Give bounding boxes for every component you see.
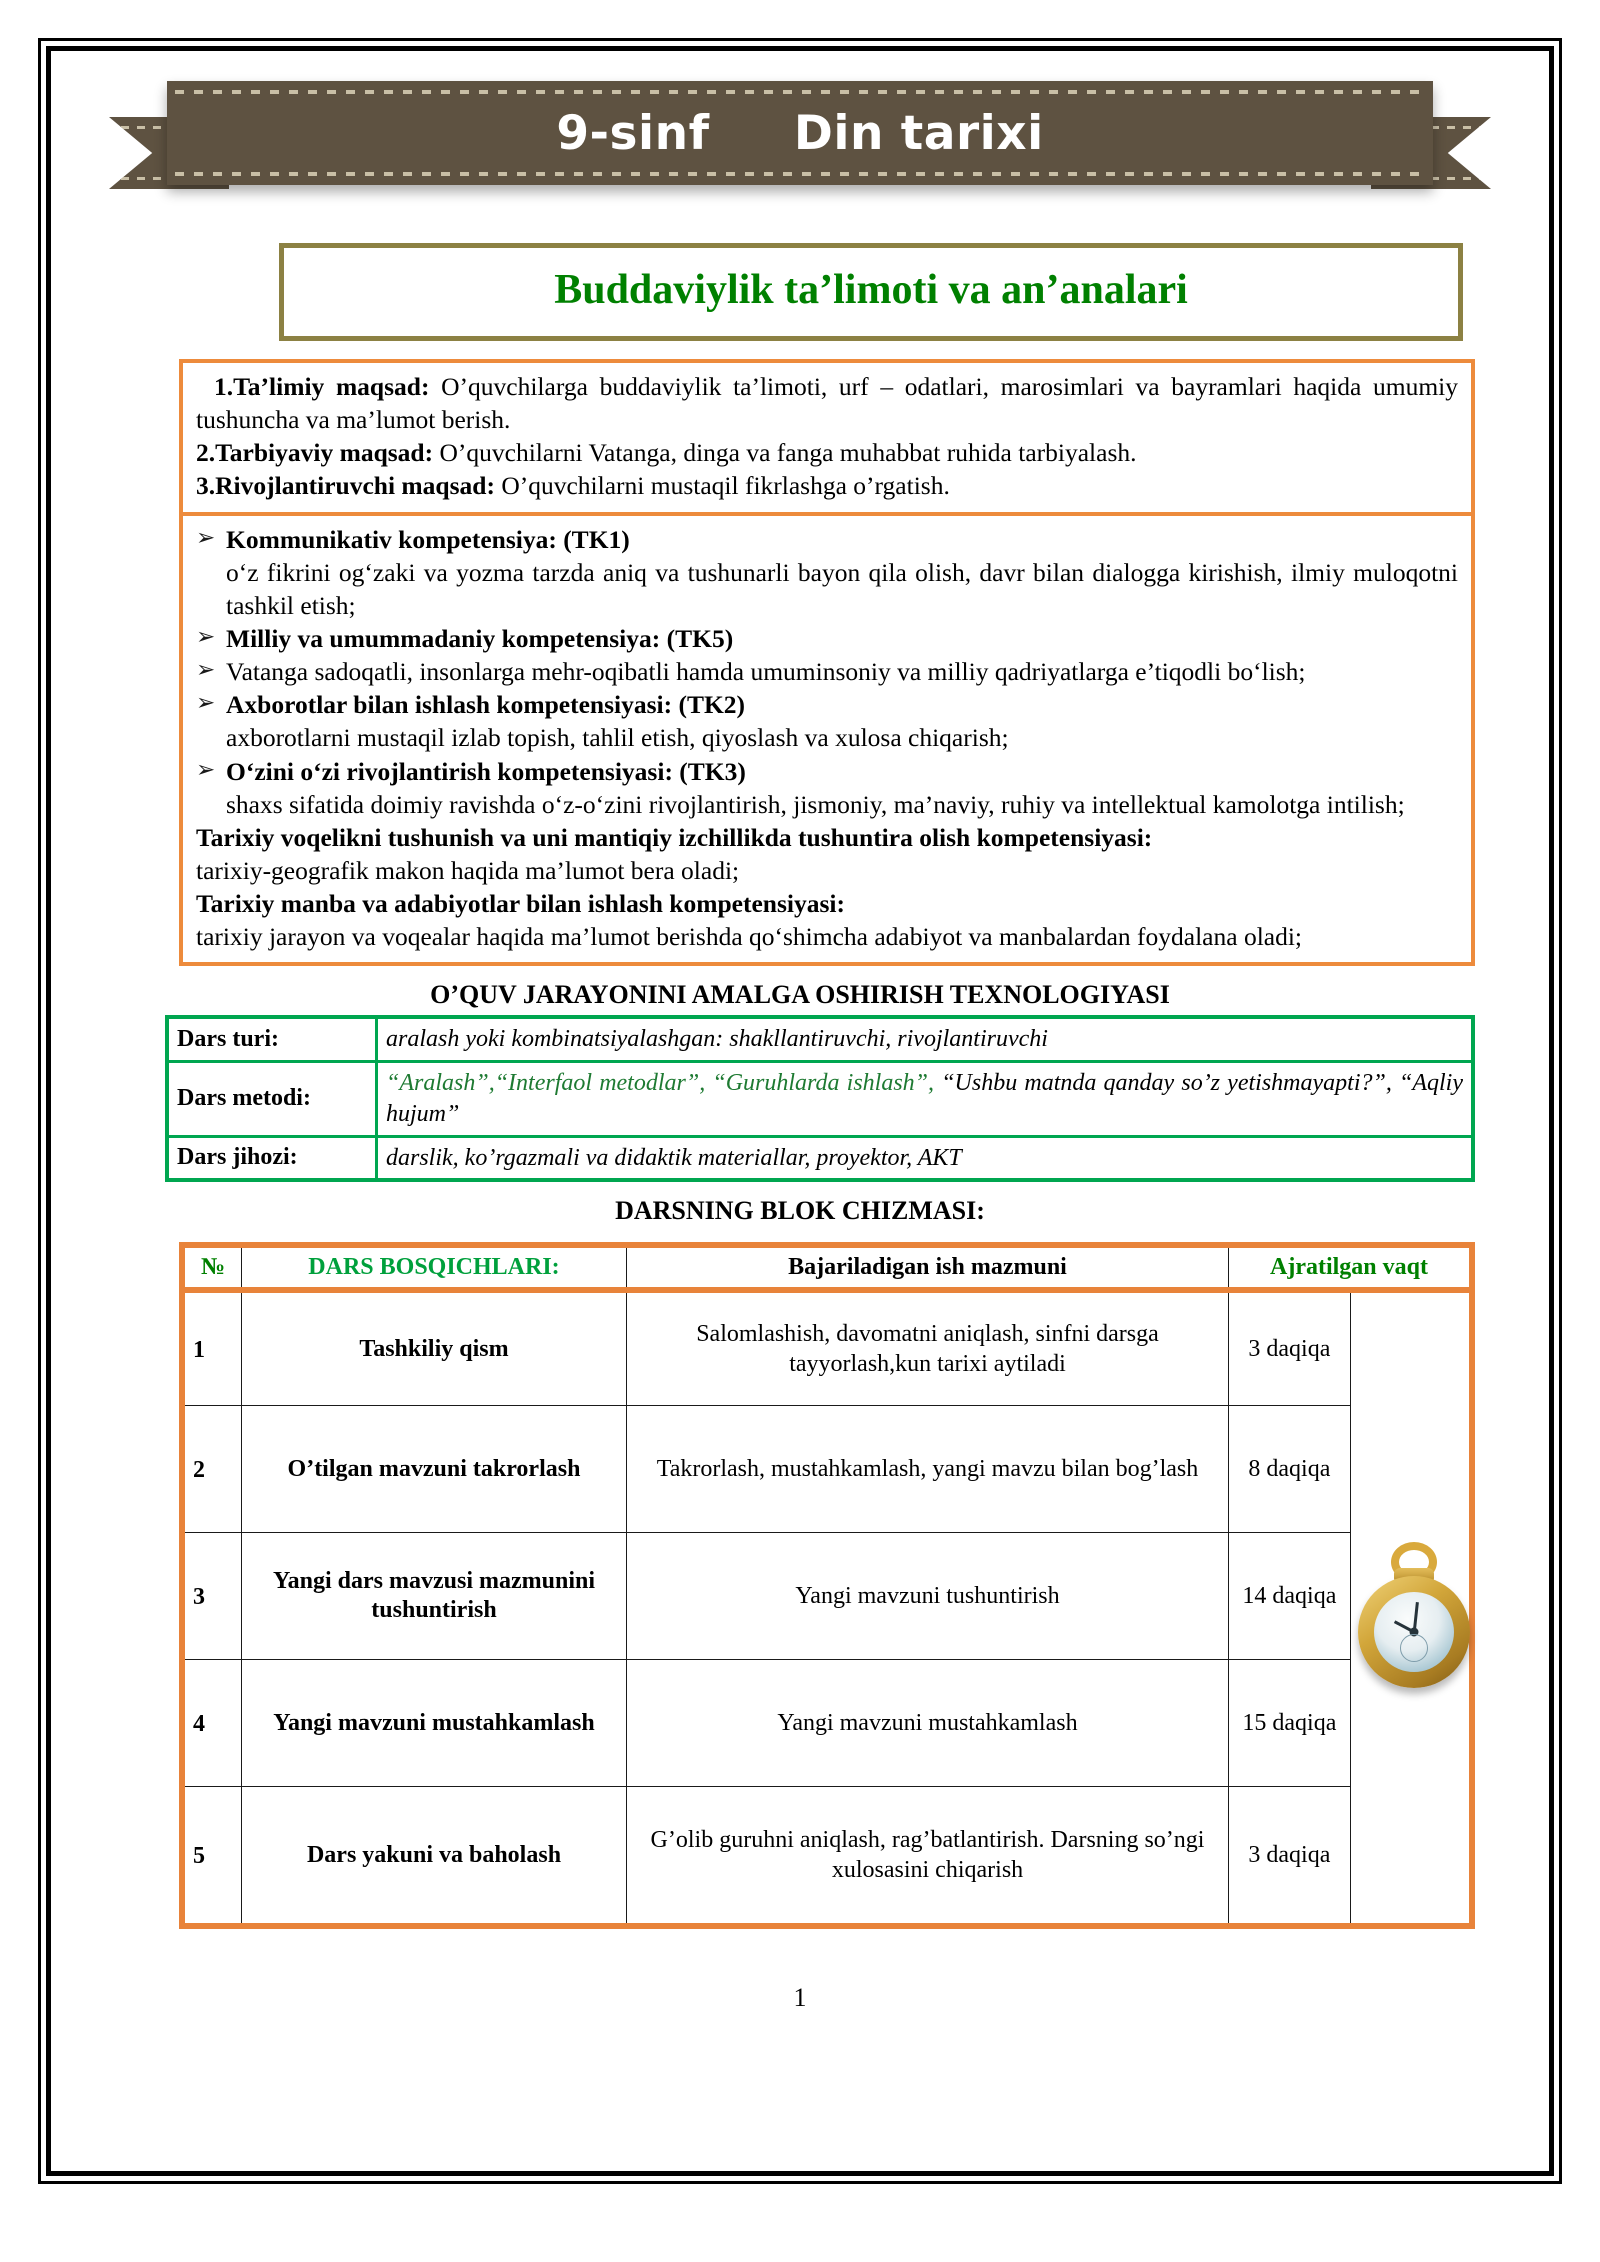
competency-description: Vatanga sadoqatli, insonlarga mehr-oqibatli hamda umuminsoniy va milliy qadriyatlarga e’tiqodli bo‘lish; (226, 657, 1306, 687)
goal-1-label: 1.Ta’limiy maqsad: (214, 372, 430, 401)
competency-heading: Axborotlar bilan ishlash kompetensiyasi: (TK2) (226, 690, 746, 720)
page-content (51, 51, 1549, 2171)
page-outer-border (38, 38, 1562, 2184)
pocket-watch-cell (1350, 1290, 1472, 1926)
banner-title: 9-sinf Din tarixi (556, 105, 1044, 161)
blok-table (179, 1242, 1475, 1929)
column-header-time: Ajratilgan vaqt (1229, 1245, 1473, 1290)
table-row (182, 1290, 1472, 1406)
row-time: 3 daqiqa (1229, 1290, 1351, 1406)
competency-description: shaxs sifatida doimiy ravishda o‘z-o‘zini rivojlantirish, jismoniy, ma’naviy, ruhiy va intellektual kamolotga intilish; (226, 789, 1405, 819)
arrow-bullet-icon: ➢ (196, 524, 216, 551)
goal-1-text: O’quvchilarga buddaviylik ta’limoti, urf – odatlari, marosimlari va bayramlari haqida umumiy tushuncha va ma’lumot berish. (196, 372, 1458, 435)
competency-description: tarixiy jarayon va voqealar haqida ma’lumot berishda qo‘shimcha adabiyot va manbalardan foydalana oladi; (196, 922, 1303, 952)
arrow-bullet-icon: ➢ (196, 623, 216, 650)
competency-heading: Tarixiy voqelikni tushunish va uni mantiqiy izchillikda tushuntira olish kompetensiyasi: (196, 822, 1153, 852)
competency-heading: Kommunikativ kompetensiya: (TK1) (226, 524, 630, 554)
row-content: Salomlashish, davomatni aniqlash, sinfni darsga tayyorlash,kun tarixi aytiladi (627, 1290, 1229, 1406)
goal-2-text: O’quvchilarni Vatanga, dinga va fanga muhabbat ruhida tarbiyalash. (433, 438, 1137, 468)
table-row (182, 1787, 1472, 1927)
arrow-bullet-icon: ➢ (196, 756, 216, 783)
pocket-watch-icon (1351, 1542, 1477, 1690)
row-content: Yangi mavzuni mustahkamlash (627, 1660, 1229, 1787)
row-time: 14 daqiqa (1229, 1533, 1351, 1660)
competency-item (196, 523, 1458, 556)
competency-item (196, 655, 1458, 688)
goal-3-text: O’quvchilarni mustaqil fikrlashga o’rgatish. (494, 471, 950, 501)
arrow-bullet-icon: ➢ (196, 690, 216, 717)
competency-item (196, 622, 1458, 655)
tech-value-methods-black: “Ushbu matnda qanday so’z yetishmayapti?”, “Aqliy hujum” (386, 1070, 1463, 1127)
row-content: Yangi mavzuni tushuntirish (627, 1533, 1229, 1660)
table-row (167, 1062, 1473, 1136)
blok-section-heading: DARSNING BLOK CHIZMASI: (615, 1196, 985, 1226)
row-stage: Tashkiliy qism (242, 1290, 627, 1406)
row-stage: Yangi mavzuni mustahkamlash (242, 1660, 627, 1787)
page-inner-border (46, 46, 1554, 2176)
row-time: 8 daqiqa (1229, 1406, 1351, 1533)
competency-description: tarixiy-geografik makon haqida ma’lumot bera oladi; (196, 855, 740, 885)
goal-3 (196, 469, 1458, 502)
competency-heading: Tarixiy manba va adabiyotlar bilan ishlash kompetensiyasi: (196, 889, 845, 919)
competency-item (196, 688, 1458, 721)
competency-description: o‘z fikrini og‘zaki va yozma tarzda aniq va tushunarli bayon qila olish, davr bilan dialogga kirishish, ilmiy muloqotni tashkil etish; (226, 557, 1458, 620)
row-number: 3 (182, 1533, 242, 1660)
table-header-row (182, 1245, 1472, 1290)
goal-3-label: 3.Rivojlantiruvchi maqsad: (196, 471, 495, 501)
goal-1 (196, 370, 1458, 436)
arrow-bullet-icon: ➢ (196, 657, 216, 684)
tech-value-dars-metodi (377, 1062, 1474, 1136)
row-number: 1 (182, 1290, 242, 1406)
lesson-topic-title: Buddaviylik ta’limoti va an’analari (554, 267, 1188, 313)
blok-table-wrapper (179, 1242, 1475, 1929)
row-stage: Yangi dars mavzusi mazmunini tushuntirish (242, 1533, 627, 1660)
tech-label-dars-metodi: Dars metodi: (167, 1062, 377, 1136)
table-row (167, 1017, 1473, 1061)
header-banner (51, 73, 1549, 213)
row-time: 15 daqiqa (1229, 1660, 1351, 1787)
row-number: 5 (182, 1787, 242, 1927)
table-row (182, 1406, 1472, 1533)
row-stage: O’tilgan mavzuni takrorlash (242, 1406, 627, 1533)
competencies-box (179, 516, 1475, 967)
goal-2-label: 2.Tarbiyaviy maqsad: (196, 438, 434, 468)
row-time: 3 daqiqa (1229, 1787, 1351, 1927)
tech-label-dars-turi: Dars turi: (167, 1017, 377, 1061)
lesson-goals-box (179, 359, 1475, 516)
competency-heading: Milliy va umummadaniy kompetensiya: (TK5) (226, 623, 734, 653)
table-row (167, 1136, 1473, 1180)
row-number: 2 (182, 1406, 242, 1533)
goal-2 (196, 436, 1458, 469)
technology-section-heading: O’QUV JARAYONINI AMALGA OSHIRISH TEXNOLOGIYASI (430, 980, 1170, 1010)
table-row (182, 1533, 1472, 1660)
competency-item (196, 755, 1458, 788)
column-header-stage: DARS BOSQICHLARI: (242, 1245, 627, 1290)
tech-value-dars-turi: aralash yoki kombinatsiyalashgan: shakllantiruvchi, rivojlantiruvchi (377, 1017, 1474, 1061)
page-number: 1 (793, 1983, 807, 2013)
column-header-content: Bajariladigan ish mazmuni (627, 1245, 1229, 1290)
ribbon-body (167, 81, 1433, 185)
tech-value-dars-jihozi: darslik, ko’rgazmali va didaktik materiallar, proyektor, AKT (377, 1136, 1474, 1180)
tech-label-dars-jihozi: Dars jihozi: (167, 1136, 377, 1180)
row-content: Takrorlash, mustahkamlash, yangi mavzu bilan bog’lash (627, 1406, 1229, 1533)
competency-description: axborotlarni mustaqil izlab topish, tahlil etish, qiyoslash va xulosa chiqarish; (226, 723, 1009, 753)
column-header-no: № (182, 1245, 242, 1290)
technology-table (165, 1015, 1475, 1182)
lesson-topic-box (279, 243, 1463, 341)
row-content: G’olib guruhni aniqlash, rag’batlantirish. Darsning so’ngi xulosasini chiqarish (627, 1787, 1229, 1927)
competency-heading: O‘zini o‘zi rivojlantirish kompetensiyasi: (TK3) (226, 756, 746, 786)
row-number: 4 (182, 1660, 242, 1787)
tech-value-methods-green: “Aralash”,“Interfaol metodlar”, “Guruhlarda ishlash”, (386, 1070, 935, 1097)
row-stage: Dars yakuni va baholash (242, 1787, 627, 1927)
table-row (182, 1660, 1472, 1787)
